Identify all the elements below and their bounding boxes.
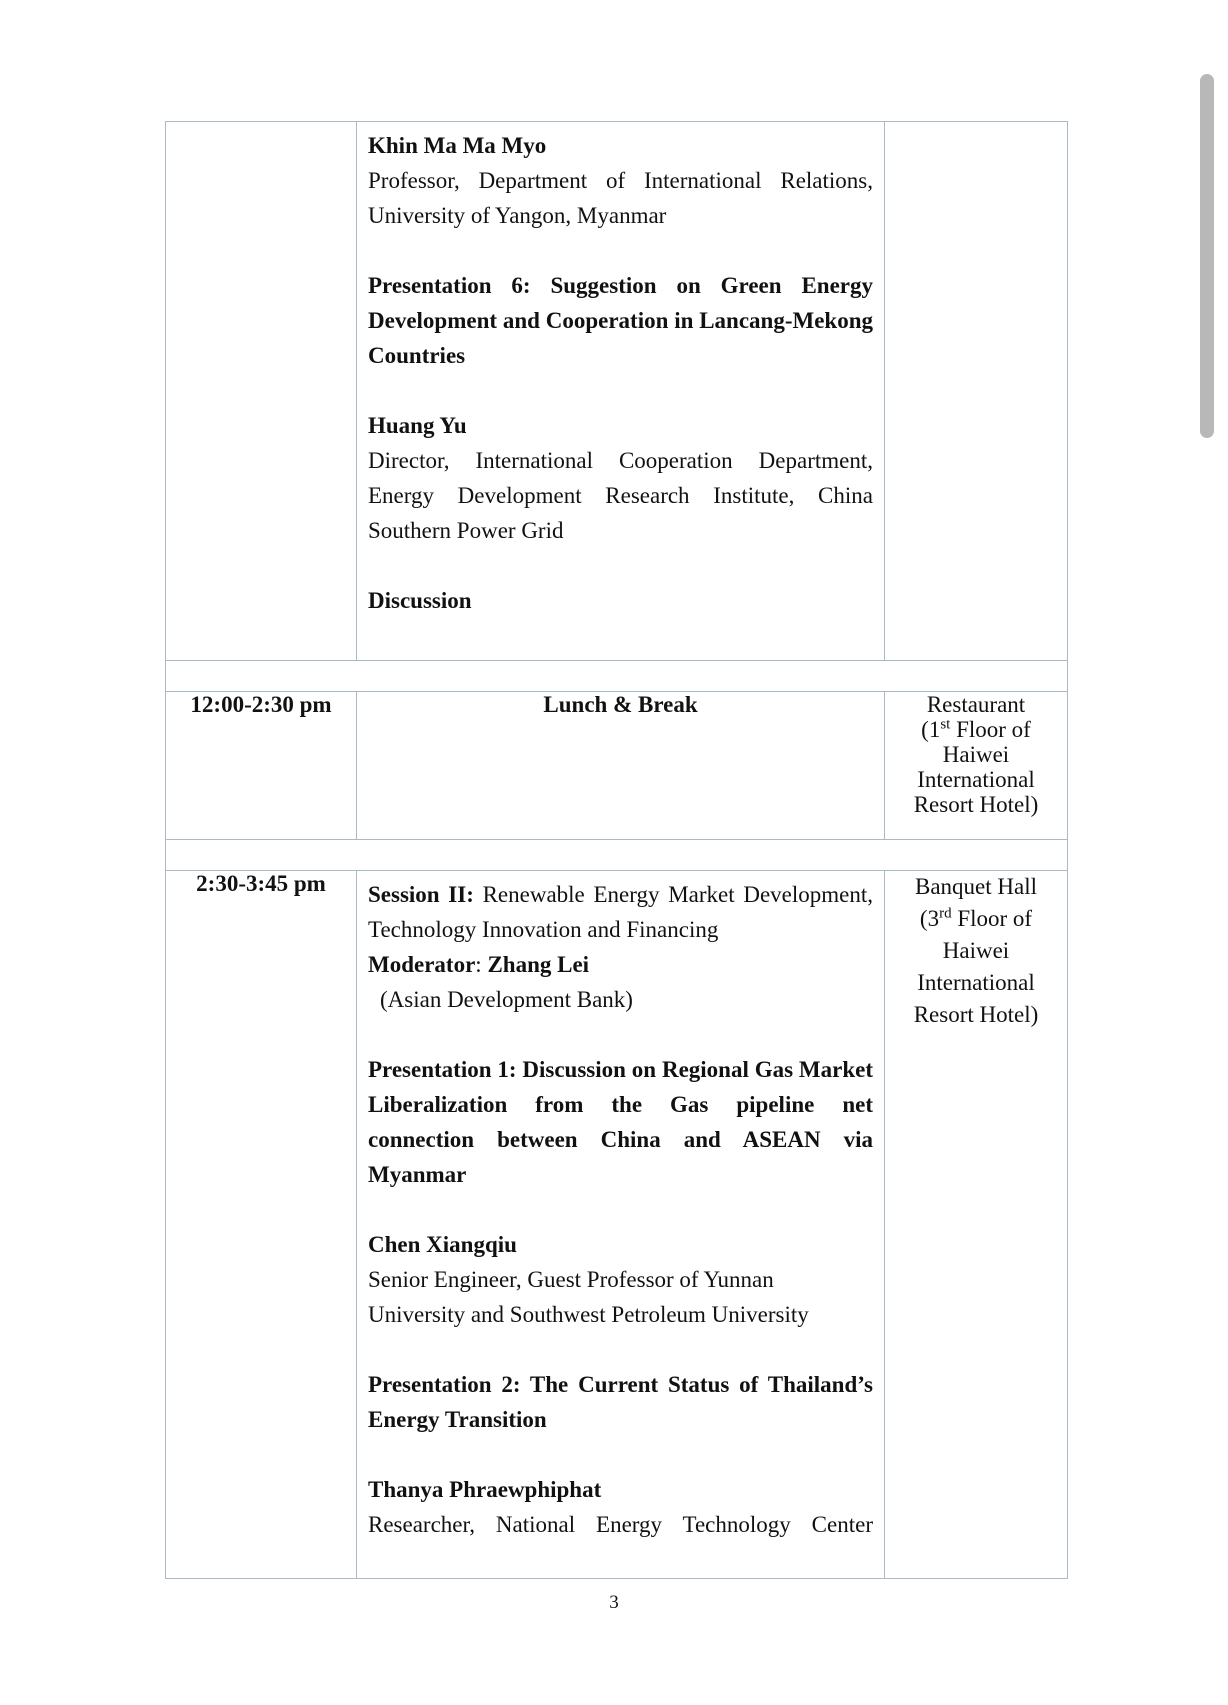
spacer-cell [166, 840, 1068, 871]
speaker-name: Thanya Phraewphiphat [368, 1477, 602, 1502]
venue-line: Haiwei [942, 938, 1010, 963]
venue-cell [885, 871, 1068, 1579]
venue-cell-empty [885, 122, 1068, 661]
spacer-cell [166, 661, 1068, 692]
venue-line: Resort Hotel) [913, 792, 1039, 817]
agenda-table [165, 121, 1068, 1579]
discussion-label: Discussion [368, 588, 472, 613]
speaker-title: Senior Engineer, Guest Professor of Yunnan University and Southwest Petroleum University [368, 1267, 809, 1327]
content-cell [357, 871, 885, 1579]
speaker-title: Director, International Cooperation Department, Energy Development Research Institute, China Southern Power Grid [368, 448, 873, 543]
agenda-row-session1-continued [166, 122, 1068, 661]
time-cell: 2:30-3:45 pm [166, 871, 357, 1579]
scrollbar-thumb[interactable] [1200, 74, 1214, 438]
speaker-title: Professor, Department of International Relations, University of Yangon, Myanmar [368, 168, 873, 228]
spacer-row [166, 661, 1068, 692]
presentation-title: Presentation 1: Discussion on Regional Gas Market Liberalization from the Gas pipeline net connection between China and ASEAN via Myanmar [368, 1057, 873, 1187]
session-heading [368, 877, 873, 947]
content-cell [357, 122, 885, 661]
page-number: 3 [609, 1592, 619, 1613]
time-cell-empty [166, 122, 357, 661]
presentation-title: Presentation 2: The Current Status of Thailand’s Energy Transition [368, 1372, 873, 1432]
session-title: Renewable Energy Market Development, Technology Innovation and Financing [368, 882, 873, 942]
spacer-row [166, 840, 1068, 871]
agenda-row-session2 [166, 871, 1068, 1579]
venue-line: (1st Floor of [921, 716, 1031, 742]
lunch-title: Lunch & Break [357, 692, 885, 840]
venue-line: Banquet Hall [915, 874, 1037, 899]
venue-cell [885, 692, 1068, 840]
speaker-name: Huang Yu [368, 413, 467, 438]
venue-line: Haiwei [942, 742, 1010, 767]
speaker-name: Chen Xiangqiu [368, 1232, 517, 1257]
presentation-title: Presentation 6: Suggestion on Green Energy Development and Cooperation in Lancang-Mekong Countries [368, 273, 873, 368]
time-cell: 12:00-2:30 pm [166, 692, 357, 840]
venue-line: Resort Hotel) [913, 1002, 1039, 1027]
speaker-name: Khin Ma Ma Myo [368, 133, 547, 158]
venue-line: Restaurant [926, 692, 1026, 717]
moderator-org: (Asian Development Bank) [380, 987, 633, 1012]
speaker-title: Researcher, National Energy Technology Center [368, 1512, 873, 1537]
venue-line: (3rd Floor of [919, 905, 1033, 931]
session-label: Session II: [368, 882, 474, 907]
venue-line: International [917, 970, 1035, 995]
venue-line: International [917, 767, 1035, 792]
agenda-row-lunch [166, 692, 1068, 840]
moderator-line: Moderator: Zhang Lei [368, 952, 590, 977]
